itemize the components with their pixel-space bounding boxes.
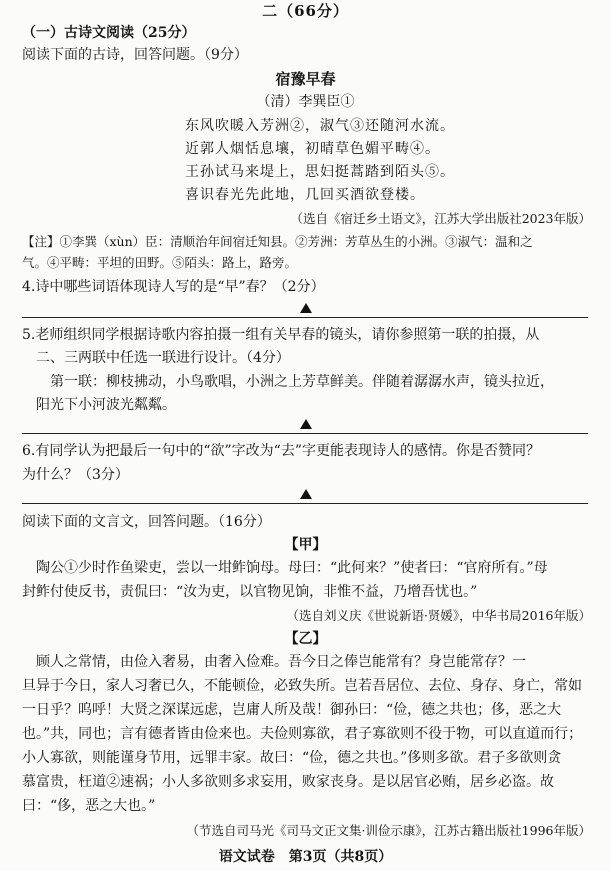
page-footer: 语文试卷 第3页（共8页） [218,849,393,865]
poem-instruction: 阅读下面的古诗，回答问题。（9分） [22,47,248,63]
passage-yi-line-2: 旦异于今日，家人习奢已久，不能顿俭，必致失所。岂若吾居位、去位、身存、身亡，常如 [22,678,582,694]
passage-yi-label: 【乙】 [284,631,327,647]
answer-marker-triangle [300,303,312,313]
passage-yi-line-7: 曰：“侈，恶之大也。” [22,798,156,814]
question-5-example-2: 阳光下小河波光粼粼。 [36,397,176,413]
passage-yi-line-4: 也。”共，同也；言有德者皆由俭来也。夫俭则寡欲，君子寡欲则不役于物，可以直道而行； [22,726,583,742]
question-6-line-1: 6.有同学认为把最后一句中的“欲”字改为“去”字更能表现诗人的感情。你是否赞同？ [22,443,540,459]
question-5-line-2: 二、三两联中任选一联进行设计。（4分） [36,350,290,366]
divider-line [22,317,588,318]
passage-yi-line-1: 顾人之常情，由俭入奢易，由奢入俭难。吾今日之俸岂能常有？身岂能常存？一 [36,654,526,670]
question-5-example-1: 第一联：柳枝拂动，小鸟歌唱，小洲之上芳草鲜美。伴随着潺潺水声，镜头拉近， [50,374,554,390]
question-5-line-1: 5.老师组织同学根据诗歌内容拍摄一组有关早春的镜头，请你参照第一联的拍摄，从 [22,327,540,343]
question-4: 4.诗中哪些词语体现诗人写的是“早”春？（2分） [22,279,325,295]
section-header: 二（66分） [262,2,349,20]
poem-line-3: 王孙试马来堤上，思妇挺蒿踏到陌头⑤。 [185,164,455,180]
poem-note-2: 气。④平畴：平坦的田野。⑤陌头：路上，路旁。 [22,255,298,270]
poem-note-1: 【注】①李巽（xùn）臣：清顺治年间宿迁知县。②芳洲：芳草丛生的小洲。③淑气：温和之 [22,234,533,249]
question-6-line-2: 为什么？（3分） [22,467,129,483]
passage-jia-line-1: 陶公①少时作鱼梁吏，尝以一坩鲊饷母。母曰：“此何来？”使者曰：“官府所有。”母 [36,560,548,576]
poem-source: （选自《宿迁乡土语文》，江苏大学出版社2023年版） [290,211,591,226]
passage-jia-line-2: 封鲊付使反书，责侃曰：“汝为吏，以官物见饷，非惟不益，乃增吾忧也。” [22,584,478,600]
passage-yi-line-3: 一日乎？呜呼！大贤之深谋远虑，岂庸人所及哉！御孙曰：“俭，德之共也；侈，恶之大 [22,702,562,718]
divider-line [22,503,588,504]
part-heading: （一）古诗文阅读（25分） [22,25,196,41]
poem-title: 宿豫早春 [275,70,336,88]
prose-instruction: 阅读下面的文言文，回答问题。（16分） [22,514,271,530]
poem-line-2: 近郭人烟恬息壤，初晴草色媚平畴④。 [185,141,440,157]
passage-yi-line-6: 慕富贵，枉道②速祸；小人多欲则多求妄用，败家丧身。是以居官必贿，居乡必盗。故 [22,774,554,790]
poem-author: （清）李巽臣① [256,94,355,110]
divider-line [22,433,588,434]
passage-yi-line-5: 小人寡欲，则能谨身节用，远罪丰家。故曰：“俭，德之共也。”侈则多欲。君子多欲则贪 [22,750,562,766]
poem-line-4: 喜识春光先此地，几回买酒欲登楼。 [185,187,425,203]
passage-jia-source: （选自刘义庆《世说新语·贤媛》，中华书局2016年版） [286,608,591,623]
passage-yi-source: （节选自司马光《司马文正文集·训俭示康》，江苏古籍出版社1996年版） [186,823,591,838]
passage-jia-label: 【甲】 [284,537,327,553]
answer-marker-triangle [300,489,312,499]
answer-marker-triangle [300,419,312,429]
poem-line-1: 东风吹暖入芳洲②，淑气③还随河水流。 [185,118,455,134]
